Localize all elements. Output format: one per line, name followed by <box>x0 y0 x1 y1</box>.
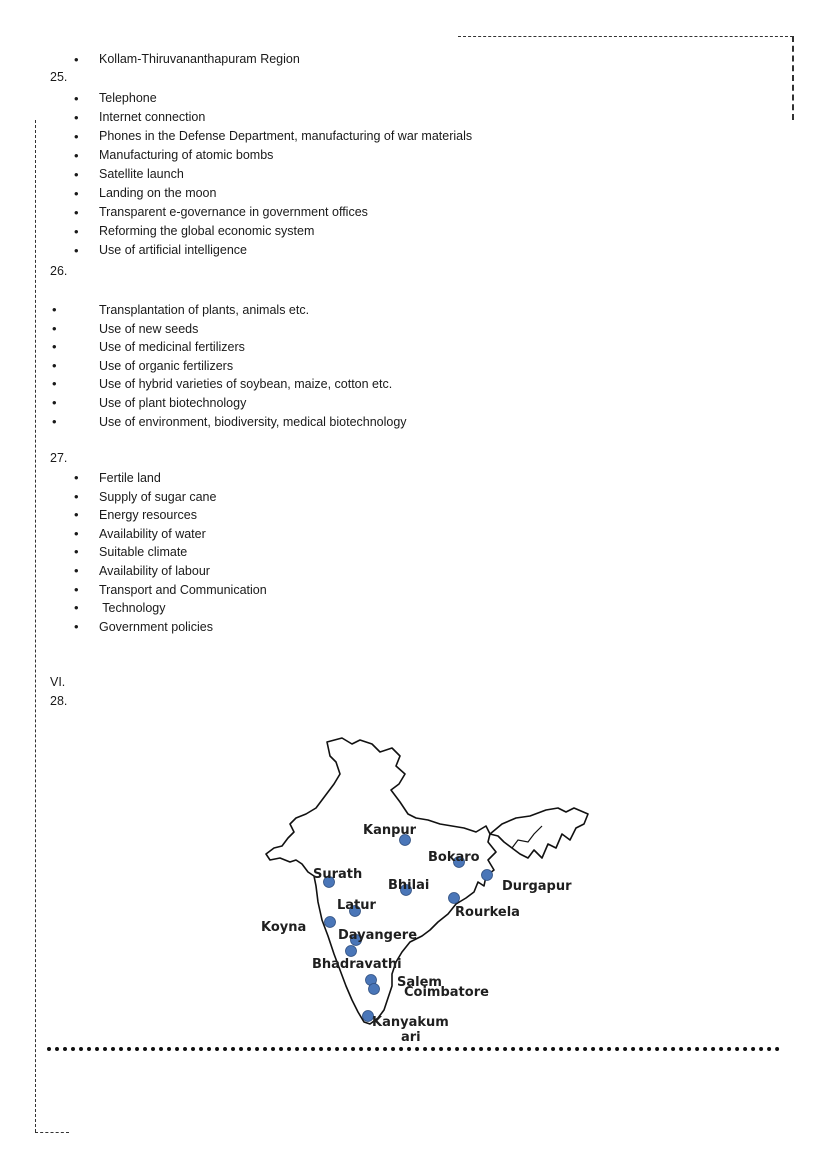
page-border-left <box>35 120 36 1132</box>
label-kanpur: Kanpur <box>363 823 417 838</box>
list-item: • Telephone <box>72 89 472 108</box>
list-item: • Use of organic fertilizers <box>72 357 407 376</box>
marker-koyna <box>325 917 336 928</box>
question-number-25: 25. <box>50 70 68 84</box>
label-dayangere: Dayangere <box>338 928 418 943</box>
list-item: • Use of environment, biodiversity, medical biotechnology <box>72 413 407 432</box>
list-item: • Internet connection <box>72 108 472 127</box>
section-divider <box>47 1047 780 1051</box>
list-item: • Landing on the moon <box>72 184 472 203</box>
marker-rourkela <box>449 893 460 904</box>
list-item: • Use of artificial intelligence <box>72 241 472 260</box>
label-latur: Latur <box>337 898 376 913</box>
list-item: • Satellite launch <box>72 165 472 184</box>
list-item: • Energy resources <box>72 506 267 525</box>
question-number-26: 26. <box>50 264 68 278</box>
list-item: • Use of new seeds <box>72 320 407 339</box>
list-item: • Government policies <box>72 618 267 637</box>
list-item: • Manufacturing of atomic bombs <box>72 146 472 165</box>
question-number-27: 27. <box>50 451 68 465</box>
label-coimbatore: Coimbatore <box>404 985 489 1000</box>
list-item: • Use of hybrid varieties of soybean, maize, cotton etc. <box>72 375 407 394</box>
list-item: • Availability of water <box>72 525 267 544</box>
list-item: • Supply of sugar cane <box>72 488 267 507</box>
label-bhadravathi: Bhadravathi <box>312 957 402 972</box>
label-bhilai: Bhilai <box>388 878 430 893</box>
page-border-bottom <box>35 1132 69 1133</box>
inner-border <box>512 826 542 848</box>
list-item: • Fertile land <box>72 469 267 488</box>
label-koyna: Koyna <box>261 920 307 935</box>
page-border-top <box>458 36 793 37</box>
list-item: • Phones in the Defense Department, manufacturing of war materials <box>72 127 472 146</box>
india-map <box>250 730 600 1050</box>
q24-list <box>72 50 300 69</box>
question-number-28: 28. <box>50 694 68 708</box>
page-border-right <box>792 36 794 120</box>
marker-coimbatore <box>369 984 380 995</box>
list-item: • Reforming the global economic system <box>72 222 472 241</box>
section-label: VI. <box>50 675 66 689</box>
q27-list <box>72 469 267 636</box>
label-bokaro: Bokaro <box>428 850 480 865</box>
q25-list <box>72 89 472 260</box>
label-salem: Salem <box>397 975 442 990</box>
list-item: • Kollam-Thiruvananthapuram Region <box>72 50 300 69</box>
q26-list <box>72 301 407 431</box>
list-item: • Use of plant biotechnology <box>72 394 407 413</box>
list-item: • Transport and Communication <box>72 581 267 600</box>
list-item: • Transplantation of plants, animals etc. <box>72 301 407 320</box>
marker-durgapur <box>482 870 493 881</box>
list-item: • Technology <box>72 599 267 618</box>
label-kanyakumari: Kanyakum <box>372 1015 449 1030</box>
list-item: • Transparent e-governance in government offices <box>72 203 472 222</box>
label-durgapur: Durgapur <box>502 879 572 894</box>
label-rourkela: Rourkela <box>455 905 520 920</box>
label-surath: Surath <box>313 867 363 882</box>
label-kanyakumari-cont: ari <box>401 1030 421 1045</box>
marker-bhadravathi <box>346 946 357 957</box>
list-item: • Availability of labour <box>72 562 267 581</box>
list-item: • Use of medicinal fertilizers <box>72 338 407 357</box>
list-item: • Suitable climate <box>72 543 267 562</box>
